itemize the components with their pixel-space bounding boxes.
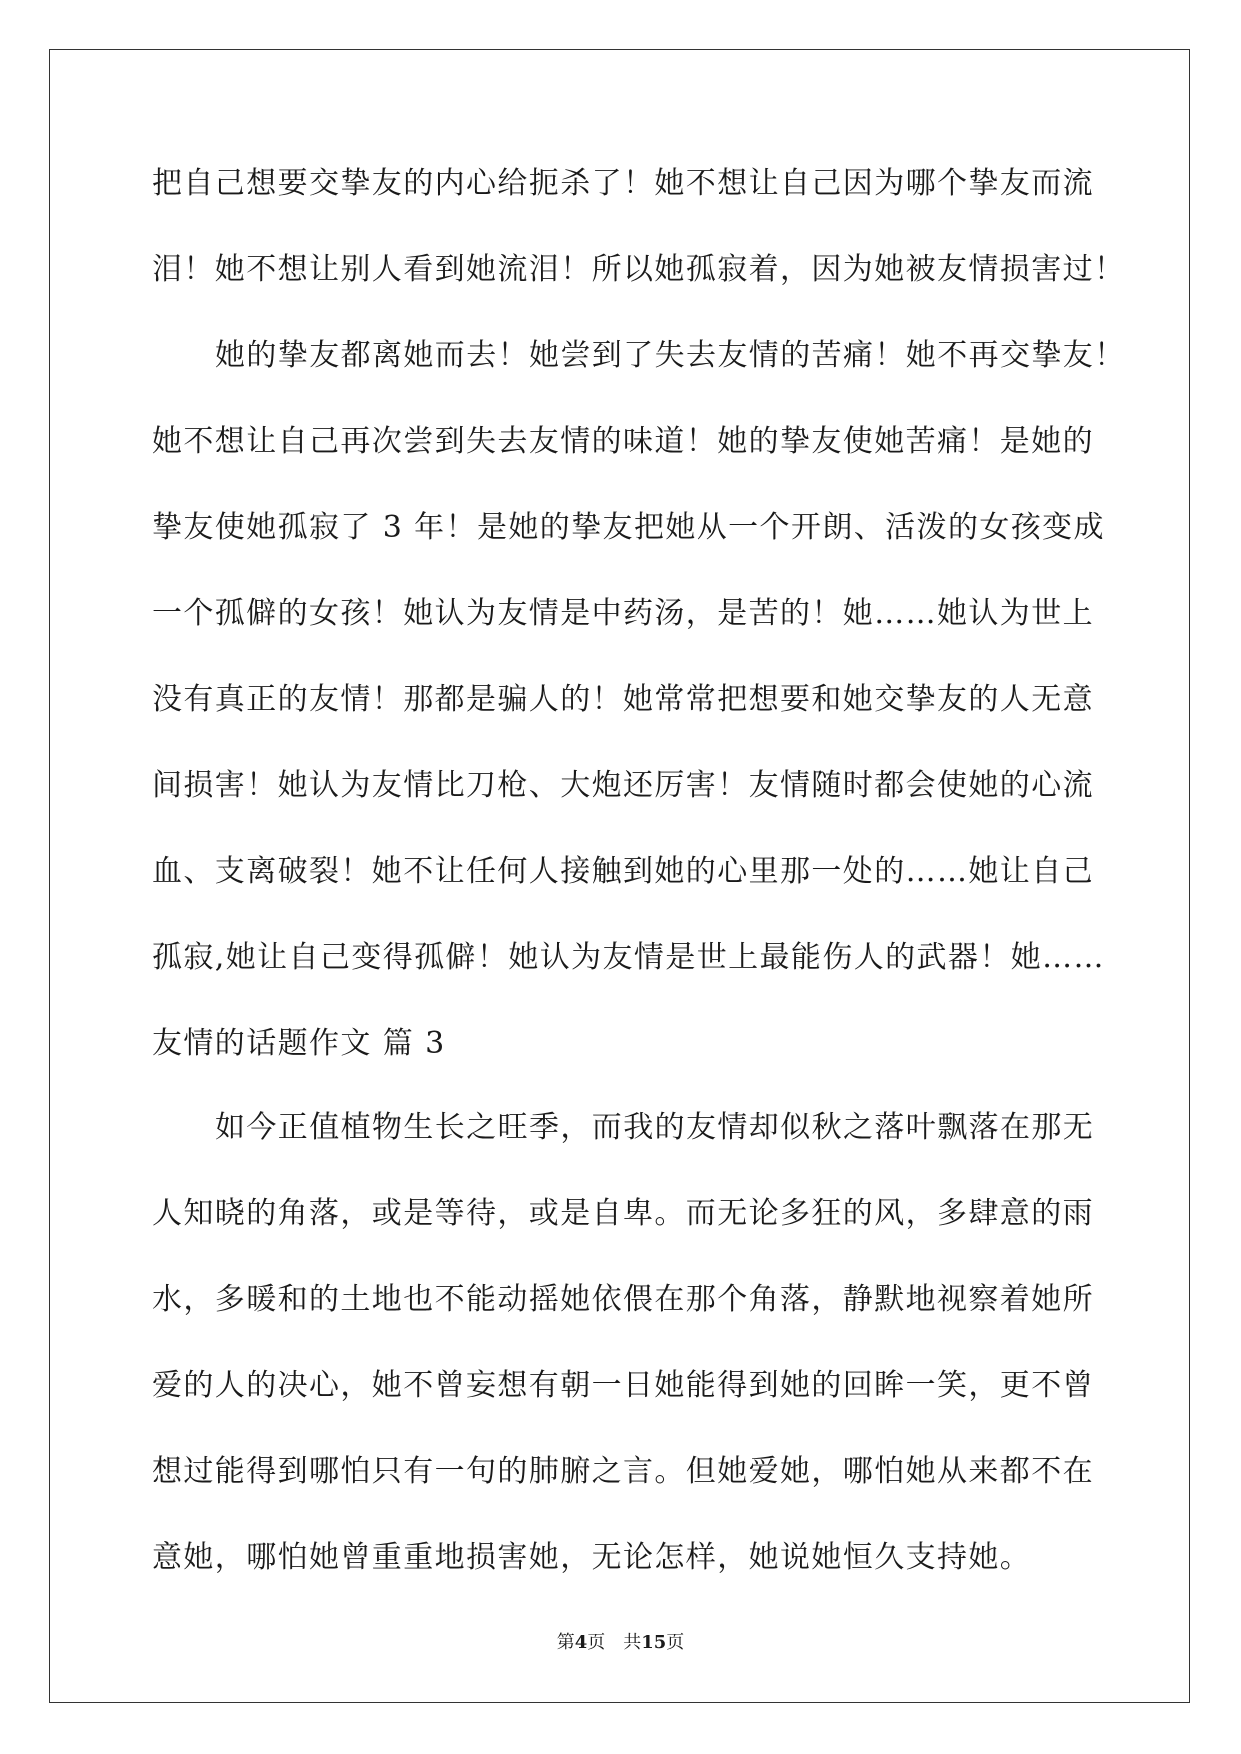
- paragraph-start-line: 如今正值植物生长之旺季，而我的友情却似秋之落叶飘落在那无: [215, 1110, 1095, 1145]
- text-line: 没有真正的友情！那都是骗人的！她常常把想要和她交挚友的人无意: [152, 682, 1094, 717]
- text-line: 挚友使她孤寂了 3 年！是她的挚友把她从一个开朗、活泼的女孩变成: [152, 510, 1105, 545]
- text-line: 把自己想要交挚友的内心给扼杀了！她不想让自己因为哪个挚友而流: [152, 166, 1094, 201]
- text-line: 她不想让自己再次尝到失去友情的味道！她的挚友使她苦痛！是她的: [152, 424, 1094, 459]
- paragraph-start-line: 她的挚友都离她而去！她尝到了失去友情的苦痛！她不再交挚友！: [215, 338, 1126, 373]
- page-footer: [0, 1628, 1241, 1654]
- text-line: 想过能得到哪怕只有一句的肺腑之言。但她爱她，哪怕她从来都不在: [152, 1454, 1094, 1489]
- text-line: 血、支离破裂！她不让任何人接触到她的心里那一处的……她让自己: [152, 854, 1094, 889]
- page-number: 4: [574, 1632, 588, 1653]
- text-line: 意她，哪怕她曾重重地损害她，无论怎样，她说她恒久支持她。: [152, 1540, 1032, 1575]
- page-suffix: 页: [587, 1632, 606, 1653]
- total-pages: 15: [641, 1632, 667, 1653]
- page-prefix: 第: [556, 1632, 575, 1653]
- text-line: 泪！她不想让别人看到她流泪！所以她孤寂着，因为她被友情损害过！: [152, 252, 1126, 287]
- text-line: 爱的人的决心，她不曾妄想有朝一日她能得到她的回眸一笑，更不曾: [152, 1368, 1094, 1403]
- text-line: 间损害！她认为友情比刀枪、大炮还厉害！友情随时都会使她的心流: [152, 768, 1094, 803]
- total-suffix: 页: [666, 1632, 685, 1653]
- section-heading: 友情的话题作文 篇 3: [152, 1026, 446, 1061]
- document-body: [152, 160, 1126, 1620]
- text-line: 一个孤僻的女孩！她认为友情是中药汤，是苦的！她……她认为世上: [152, 596, 1094, 631]
- text-line: 孤寂,她让自己变得孤僻！她认为友情是世上最能伤人的武器！她……: [152, 940, 1105, 975]
- text-line: 人知晓的角落，或是等待，或是自卑。而无论多狂的风，多肆意的雨: [152, 1196, 1094, 1231]
- total-prefix: 共: [623, 1632, 642, 1653]
- text-line: 水，多暖和的土地也不能动摇她依偎在那个角落，静默地视察着她所: [152, 1282, 1094, 1317]
